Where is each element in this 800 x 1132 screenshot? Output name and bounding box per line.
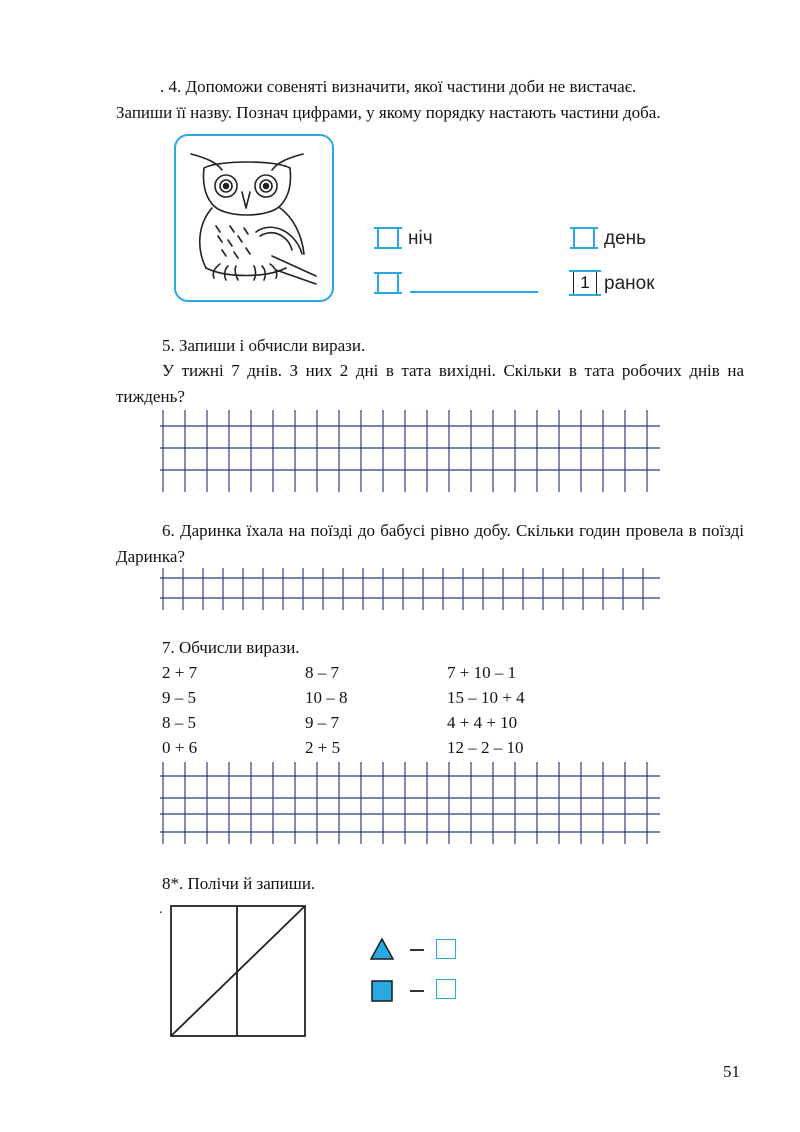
expression: 15 – 10 + 4 bbox=[447, 688, 525, 707]
expression: 9 – 5 bbox=[162, 688, 196, 707]
task5-answer-grid[interactable] bbox=[160, 410, 660, 492]
expression: 2 + 5 bbox=[305, 738, 341, 757]
expression: 4 + 4 + 10 bbox=[447, 713, 518, 732]
task5-title: 5. Запиши і обчисли вирази. bbox=[162, 336, 366, 355]
day-checkbox[interactable] bbox=[573, 227, 595, 249]
triangle-count-box[interactable] bbox=[436, 939, 456, 959]
task6-paragraph: 6. Даринка їхала на поїзді до бабусі рівно добу. Скільки годин провела в поїзді Даринка? bbox=[116, 521, 744, 566]
task4-line1: . 4. Допоможи совеняті визначити, якої частини доби не вистачає. bbox=[160, 77, 637, 96]
task8-dot: . bbox=[159, 902, 163, 917]
expression: 8 – 7 bbox=[305, 663, 339, 682]
square-dash bbox=[410, 990, 424, 992]
morning-label: ранок bbox=[604, 273, 655, 294]
missing-part-checkbox[interactable] bbox=[377, 272, 399, 294]
morning-checkbox[interactable]: 1 bbox=[573, 271, 597, 295]
square-icon bbox=[371, 980, 393, 1002]
missing-part-answer-line[interactable] bbox=[410, 291, 538, 293]
night-checkbox[interactable] bbox=[377, 227, 399, 249]
expression: 8 – 5 bbox=[162, 713, 196, 732]
expression: 7 + 10 – 1 bbox=[447, 663, 517, 682]
expression: 10 – 8 bbox=[305, 688, 348, 707]
expression: 0 + 6 bbox=[162, 738, 198, 757]
expression: 12 – 2 – 10 bbox=[447, 738, 524, 757]
task7-answer-grid[interactable] bbox=[160, 762, 660, 844]
expression: 9 – 7 bbox=[305, 713, 339, 732]
task5-paragraph: У тижні 7 днів. З них 2 дні в тата вихідні. Скільки в тата робочих днів на тиждень? bbox=[116, 361, 744, 406]
expression: 2 + 7 bbox=[162, 663, 198, 682]
task5-text bbox=[116, 358, 744, 410]
triangle-dash bbox=[410, 949, 424, 951]
task6-text bbox=[116, 518, 744, 570]
page-number: 51 bbox=[723, 1062, 740, 1081]
triangle-icon bbox=[370, 938, 394, 960]
night-label: ніч bbox=[408, 228, 433, 249]
task6-answer-grid[interactable] bbox=[160, 568, 660, 610]
day-label: день bbox=[604, 228, 647, 249]
owl-illustration bbox=[174, 134, 334, 302]
owl-icon bbox=[176, 136, 332, 300]
task4-text bbox=[116, 74, 744, 126]
task8-title: 8*. Полічи й запиши. bbox=[162, 874, 316, 893]
task4-line2: Запиши її назву. Познач цифрами, у якому порядку настають частини доба. bbox=[116, 103, 661, 122]
task7-title: 7. Обчисли вирази. bbox=[162, 638, 300, 657]
shape-figure bbox=[170, 905, 308, 1039]
square-count-box[interactable] bbox=[436, 979, 456, 999]
